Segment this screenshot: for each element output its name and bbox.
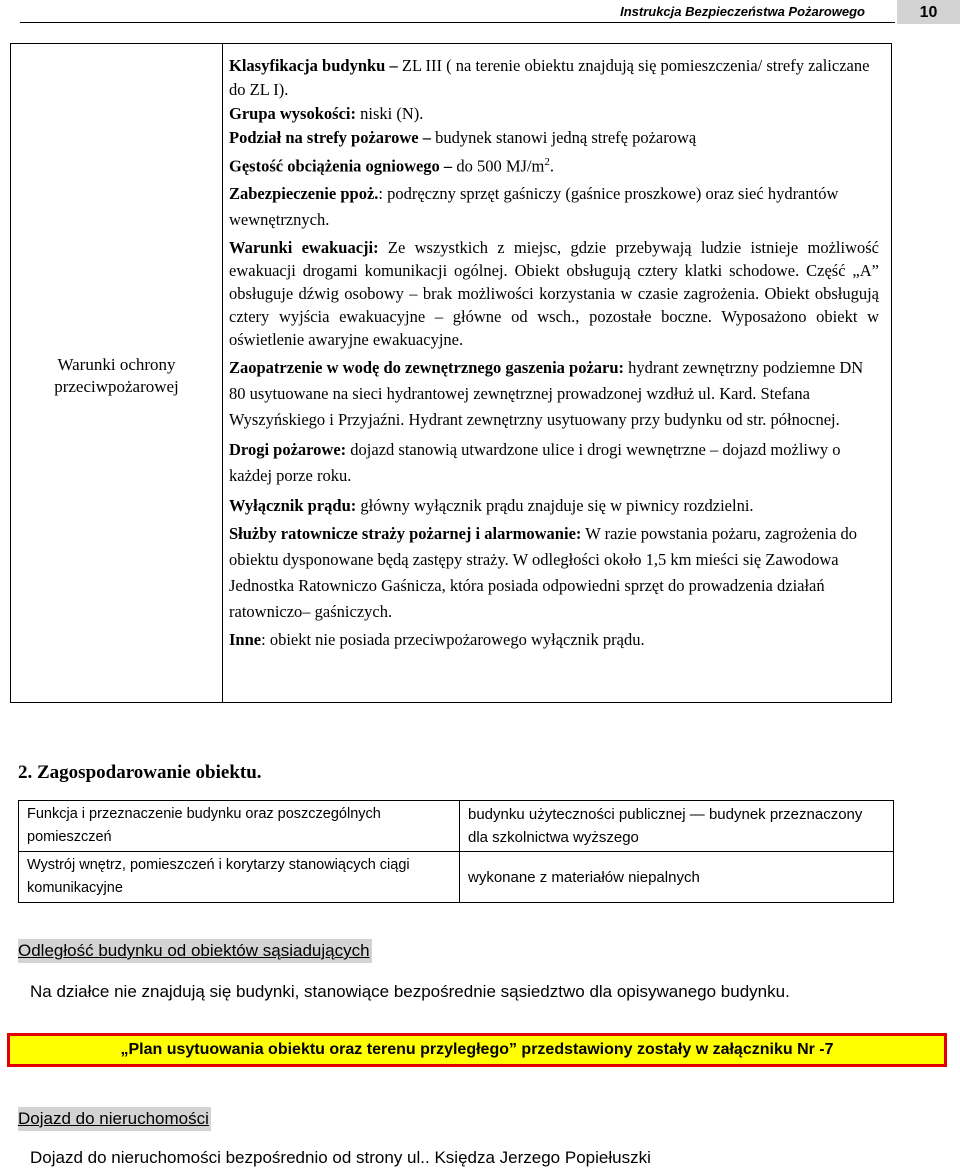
zabezpieczenie-text: : podręczny sprzęt gaśniczy (gaśnice proszkowe) oraz sieć hydrantów wewnętrznych. xyxy=(229,183,839,229)
table-cell-label: Wystrój wnętrz, pomieszczeń i korytarzy stanowiących ciągi komunikacyjne xyxy=(19,852,460,903)
page-number: 10 xyxy=(897,0,960,24)
ewakuacja-label: Warunki ewakuacji: xyxy=(229,237,379,257)
fire-protection-table xyxy=(10,43,892,703)
inne-label: Inne xyxy=(229,629,262,649)
row-label-line1: Warunki ochrony xyxy=(57,355,176,374)
column-divider xyxy=(222,44,223,702)
klasyfikacja-paragraph xyxy=(229,54,879,102)
drogi-paragraph xyxy=(229,437,879,489)
wylacznik-label: Wyłącznik prądu: xyxy=(229,495,357,515)
zagospodarowanie-table xyxy=(18,800,894,903)
ewakuacja-paragraph xyxy=(229,236,879,351)
gestosc-exponent: 2 xyxy=(544,156,550,168)
podzial-paragraph xyxy=(229,126,879,150)
header-rule xyxy=(20,22,895,23)
sluzby-text: W razie powstania pożaru, zagrożenia do obiektu dysponowane będą zastępy straży. W odległości około 1,5 km mieści się Zawodowa Jednostka Ratowniczo Gaśnicza, która posiada odpowiedni sprzęt do prowadzenia działań ratowniczo– gaśniczych. xyxy=(229,523,858,621)
gestosc-text: do 500 MJ/m xyxy=(452,156,545,176)
sluzby-label: Służby ratownicze straży pożarnej i alarmowanie: xyxy=(229,523,582,543)
gestosc-paragraph xyxy=(229,150,879,179)
inne-paragraph xyxy=(229,627,879,653)
dojazd-heading: Dojazd do nieruchomości xyxy=(18,1107,211,1131)
row-label xyxy=(11,354,222,398)
plan-notice: „Plan usytuowania obiektu oraz terenu przyległego” przedstawiony zostały w załączniku Nr -7 xyxy=(7,1033,947,1067)
table-cell-label: Funkcja i przeznaczenie budynku oraz poszczególnych pomieszczeń xyxy=(19,801,460,852)
gestosc-label: Gęstość obciążenia ogniowego – xyxy=(229,156,453,176)
woda-text: hydrant zewnętrzny podziemne DN 80 usytuowane na sieci hydrantowej zewnętrznej prowadzonej wzdłuż ul. Kard. Stefana Wyszyńskiego i Przyjaźni. Hydrant zewnętrzny usytuowany przy budynku od str. północnej. xyxy=(229,357,864,429)
dojazd-text: Dojazd do nieruchomości bezpośrednio od strony ul.. Księdza Jerzego Popiełuszki xyxy=(30,1148,651,1167)
table-row xyxy=(19,801,894,852)
section-title: 2. Zagospodarowanie obiektu. xyxy=(18,762,262,783)
table-cell-value: budynku użyteczności publicznej — budynek przeznaczony dla szkolnictwa wyższego xyxy=(460,801,894,852)
klasyfikacja-label: Klasyfikacja budynku – xyxy=(229,56,398,75)
drogi-text: dojazd stanowią utwardzone ulice i drogi wewnętrzne – dojazd możliwy o każdej porze roku. xyxy=(229,439,841,485)
drogi-label: Drogi pożarowe: xyxy=(229,439,347,459)
fire-protection-details xyxy=(229,54,879,653)
woda-label: Zaopatrzenie w wodę do zewnętrznego gaszenia pożaru: xyxy=(229,357,625,377)
inne-text: : obiekt nie posiada przeciwpożarowego wyłącznik prądu. xyxy=(261,629,645,649)
wylacznik-paragraph xyxy=(229,493,879,519)
table-row xyxy=(19,852,894,903)
zabezpieczenie-label: Zabezpieczenie ppoż. xyxy=(229,183,379,203)
zabezpieczenie-paragraph xyxy=(229,181,879,233)
odleglosc-heading: Odległość budynku od obiektów sąsiadujących xyxy=(18,939,372,963)
grupa-label: Grupa wysokości: xyxy=(229,104,356,123)
odleglosc-text: Na działce nie znajdują się budynki, stanowiące bezpośrednie sąsiedztwo dla opisywanego budynku. xyxy=(30,982,790,1001)
table-cell-value: wykonane z materiałów niepalnych xyxy=(460,852,894,903)
grupa-text: niski (N). xyxy=(355,104,424,123)
woda-paragraph xyxy=(229,355,879,433)
sluzby-paragraph xyxy=(229,521,879,625)
document-title: Instrukcja Bezpieczeństwa Pożarowego xyxy=(620,4,865,19)
podzial-text: budynek stanowi jedną strefę pożarową xyxy=(430,128,697,147)
podzial-label: Podział na strefy pożarowe – xyxy=(229,128,431,147)
row-label-line2: przeciwpożarowej xyxy=(54,377,179,396)
klasyfikacja-text: ZL III ( na terenie obiektu znajdują się pomieszczenia/ strefy zaliczane do ZL I). xyxy=(229,56,870,99)
gestosc-end: . xyxy=(549,156,554,176)
grupa-paragraph xyxy=(229,102,879,126)
page-header xyxy=(0,0,960,26)
ewakuacja-text: Ze wszystkich z miejsc, gdzie przebywają ludzie istnieje możliwość ewakuacji drogami komunikacji ogólnej. Obiekt obsługują cztery klatki schodowe. Część „A” obsługuje dźwig osobowy – brak możliwości korzystania w czasie zagrożenia. Obiekt obsługują cztery wyjścia ewakuacyjne – główne od wsch., pozostałe boczne. Wyposażono obiekt w oświetlenie awaryjne ewakuacyjne. xyxy=(229,237,879,349)
wylacznik-text: główny wyłącznik prądu znajduje się w piwnicy rozdzielni. xyxy=(356,495,754,515)
